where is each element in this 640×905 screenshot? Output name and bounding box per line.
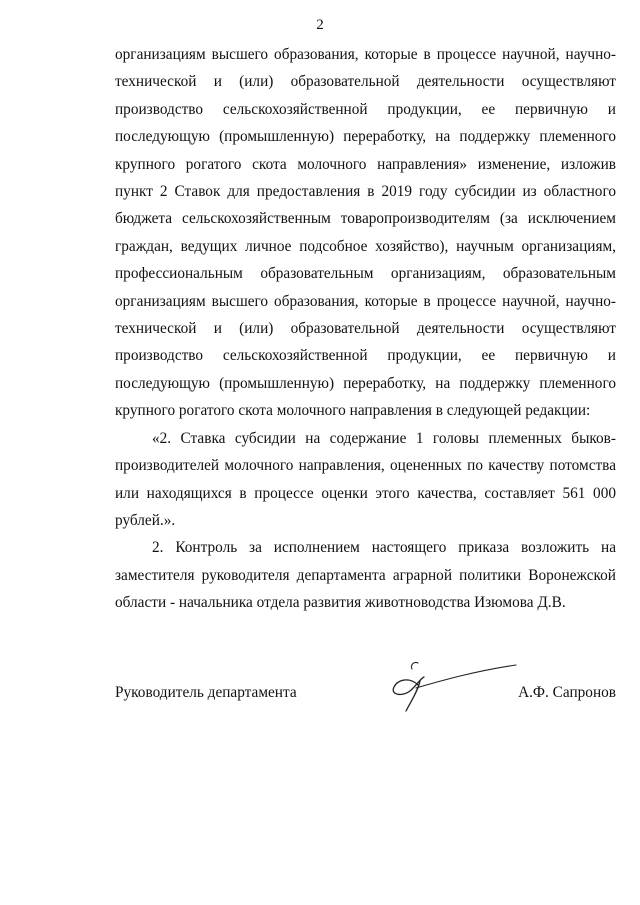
paragraph-control: 2. Контроль за исполнением настоящего приказа возложить на заместителя руководителя департамента аграрной политики Воронежской области - начальника отдела развития животноводства Изюмова Д.В. bbox=[115, 539, 616, 612]
signer-title: Руководитель департамента bbox=[115, 684, 297, 701]
page-number: 2 bbox=[316, 17, 324, 33]
handwritten-signature bbox=[380, 655, 520, 715]
document-body bbox=[115, 41, 616, 617]
paragraph-subsidy-rate: «2. Ставка субсидии на содержание 1 головы племенных быков-производителей молочного направления, оцененных по качеству потомства или находящихся в процессе оценки этого качества, составляет 561 000 рублей.». bbox=[115, 429, 616, 529]
signer-name: А.Ф. Сапронов bbox=[518, 684, 616, 701]
paragraph-continuation: организациям высшего образования, которые в процессе научной, научно-технической и (или) образовательной деятельности осуществляют производство сельскохозяйственной продукции, ее первичную и последующую (промышленную) переработку, на поддержку племенного крупного рогатого скота молочного направления» изменение, изложив пункт 2 Ставок для предоставления в 2019 году субсидии из областного бюджета сельскохозяйственным товаропроизводителям (за исключением граждан, ведущих личное подсобное хозяйство), научным организациям, профессиональным образовательным организациям, образовательным организациям высшего образования, которые в процессе научной, научно-технической и (или) образовательной деятельности осуществляют производство сельскохозяйственной продукции, ее первичную и последующую (промышленную) переработку, на поддержку племенного крупного рогатого скота молочного направления в следующей редакции: bbox=[115, 46, 616, 420]
